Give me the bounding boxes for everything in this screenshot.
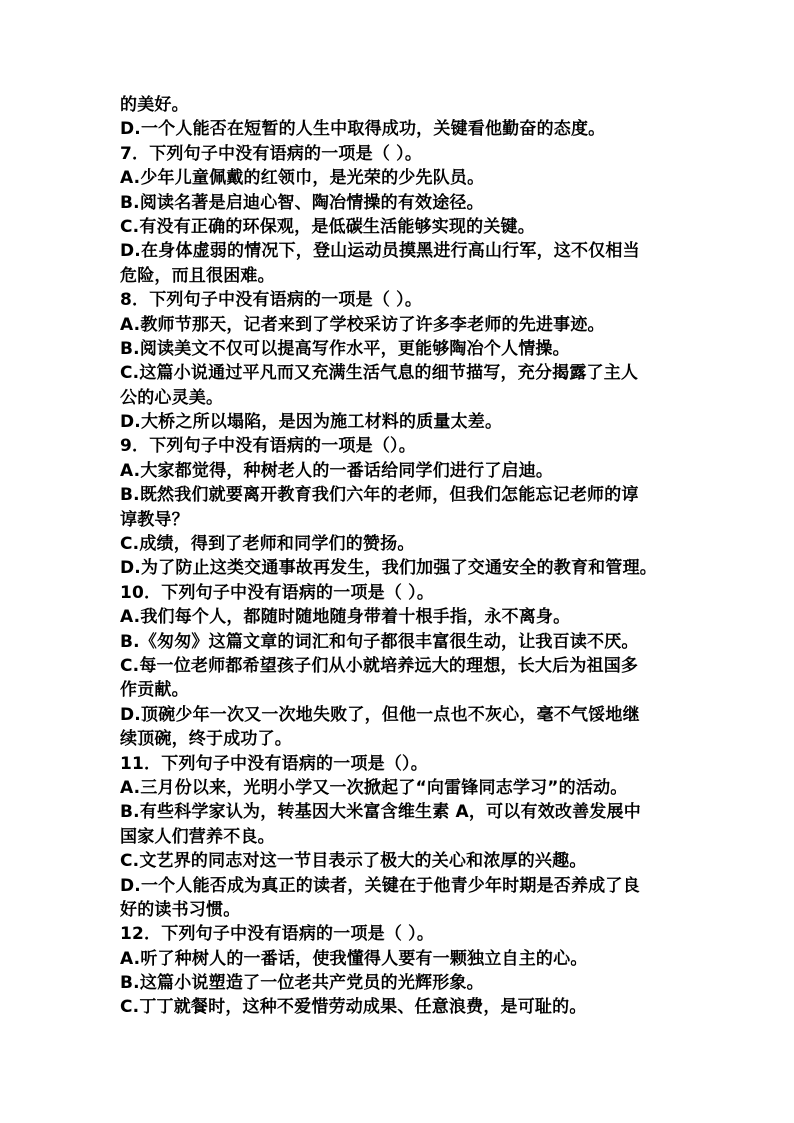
text-line: 续顶碗，终于成功了。 <box>120 729 292 750</box>
option-b: B.阅读名著是启迪心智、陶冶情操的有效途径。 <box>120 192 484 213</box>
text-line: 危险，而且很困难。 <box>120 265 275 286</box>
option-c: C.成绩，得到了老师和同学们的赞扬。 <box>120 534 415 555</box>
question-7: 7．下列句子中没有语病的一项是（ ）。 <box>120 143 423 164</box>
option-a: A.教师节那天，记者来到了学校采访了许多李老师的先进事迹。 <box>120 314 605 335</box>
option-b: B.《匆匆》这篇文章的词汇和句子都很丰富很生动，让我百读不厌。 <box>120 631 639 652</box>
option-d: D.大桥之所以塌陷，是因为施工材料的质量太差。 <box>120 412 503 433</box>
option-a: A.听了种树人的一番话，使我懂得人要有一颗独立自主的心。 <box>120 948 588 969</box>
option-b: B.既然我们就要离开教育我们六年的老师，但我们怎能忘记老师的谆 <box>120 485 639 506</box>
option-c: C.每一位老师都希望孩子们从小就培养远大的理想，长大后为祖国多 <box>120 655 639 676</box>
question-10: 10．下列句子中没有语病的一项是（ ）。 <box>120 582 435 603</box>
question-11: 11．下列句子中没有语病的一项是（）。 <box>120 753 428 774</box>
option-b: B.这篇小说塑造了一位老共产党员的光辉形象。 <box>120 973 484 994</box>
text-line: 公的心灵美。 <box>120 387 224 408</box>
option-a: A.三月份以来，光明小学又一次掀起了“向雷锋同志学习”的活动。 <box>120 777 628 798</box>
question-8: 8．下列句子中没有语病的一项是（ ）。 <box>120 290 423 311</box>
text-line: 的美好。 <box>120 95 189 115</box>
option-d: D.一个人能否在短暂的人生中取得成功，关键看他勤奋的态度。 <box>120 119 606 140</box>
option-a: A.大家都觉得，种树老人的一番话给同学们进行了启迪。 <box>120 460 554 481</box>
option-b: B.阅读美文不仅可以提高写作水平，更能够陶冶个人情操。 <box>120 338 570 359</box>
option-d: D.在身体虚弱的情况下，登山运动员摸黑进行高山行军，这不仅相当 <box>120 241 640 262</box>
option-a: A.我们每个人，都随时随地随身带着十根手指，永不离身。 <box>120 607 571 628</box>
option-b: B.有些科学家认为，转基因大米富含维生素 A，可以有效改善发展中 <box>120 802 641 823</box>
text-line: 国家人们营养不良。 <box>120 826 275 847</box>
text-line: 谆教导？ <box>120 509 189 530</box>
question-12: 12．下列句子中没有语病的一项是（ ）。 <box>120 924 435 945</box>
option-d: D.顶碗少年一次又一次地失败了，但他一点也不灰心，毫不气馁地继 <box>120 704 640 725</box>
text-line: 作贡献。 <box>120 680 189 701</box>
option-c: C.有没有正确的环保观，是低碳生活能够实现的关键。 <box>120 216 535 237</box>
option-c: C.丁丁就餐时，这种不爱惜劳动成果、任意浪费，是可耻的。 <box>120 997 587 1018</box>
text-line: 好的读书习惯。 <box>120 899 241 920</box>
option-c: C.这篇小说通过平凡而又充满生活气息的细节描写，充分揭露了主人 <box>120 363 639 384</box>
document-page <box>120 93 690 1020</box>
option-c: C.文艺界的同志对这一节目表示了极大的关心和浓厚的兴趣。 <box>120 851 587 872</box>
option-d: D.为了防止这类交通事故再发生，我们加强了交通安全的教育和管理。 <box>120 558 657 579</box>
option-a: A.少年儿童佩戴的红领巾，是光荣的少先队员。 <box>120 168 485 189</box>
option-d: D.一个人能否成为真正的读者，关键在于他青少年时期是否养成了良 <box>120 875 640 896</box>
question-9: 9．下列句子中没有语病的一项是（）。 <box>120 436 416 457</box>
